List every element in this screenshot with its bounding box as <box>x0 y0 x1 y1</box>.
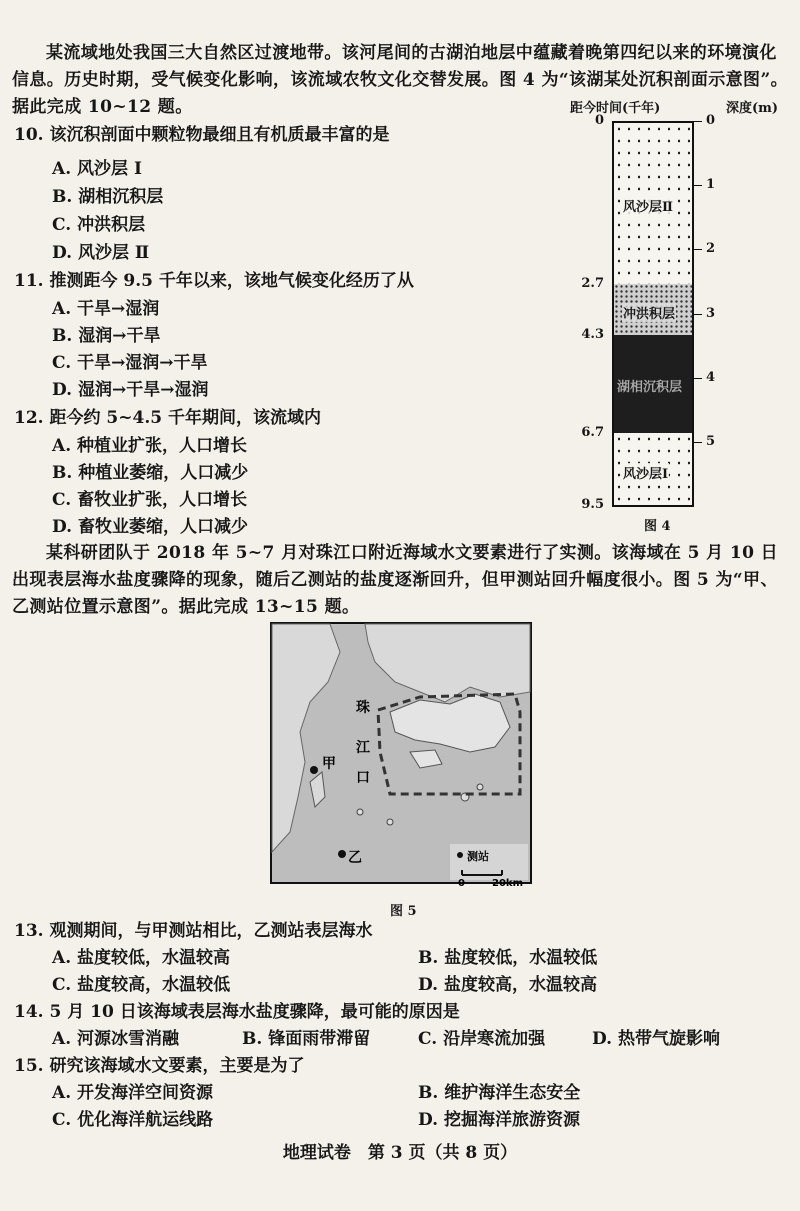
depth-tick <box>694 378 702 379</box>
age-label-2-7: 2.7 <box>581 276 604 291</box>
question-11-option-d: D. 湿润→干旱→湿润 <box>52 380 209 400</box>
age-label-6-7: 6.7 <box>581 425 604 440</box>
question-10-option-d: D. 风沙层 Ⅱ <box>52 243 150 263</box>
question-14-option-c: C. 沿岸寒流加强 <box>418 1029 546 1049</box>
fig4-age-header: 距今时间(千年) <box>570 101 661 116</box>
question-12-option-d: D. 畜牧业萎缩，人口减少 <box>52 517 248 537</box>
small-island <box>357 809 363 815</box>
question-15-option-b: B. 维护海洋生态安全 <box>418 1083 581 1103</box>
depth-label-3: 3 <box>706 306 716 321</box>
question-11-stem: 11. 推测距今 9.5 千年以来，该地气候变化经历了从 <box>14 271 414 291</box>
legend-station-label: 测站 <box>467 850 489 863</box>
question-15-option-c: C. 优化海洋航运线路 <box>52 1110 214 1130</box>
question-14-option-a: A. 河源冰雪消融 <box>52 1029 180 1049</box>
label-aeolian-sand-2: 风沙层Ⅱ <box>622 196 674 215</box>
small-island <box>477 784 483 790</box>
small-island <box>387 819 393 825</box>
question-14-stem: 14. 5 月 10 日该海域表层海水盐度骤降，最可能的原因是 <box>14 1002 460 1022</box>
question-14-option-d: D. 热带气旋影响 <box>592 1029 720 1049</box>
question-13-option-d: D. 盐度较高，水温较高 <box>418 975 597 995</box>
question-14-option-b: B. 锋面雨带滞留 <box>242 1029 371 1049</box>
question-13-stem: 13. 观测期间，与甲测站相比，乙测站表层海水 <box>14 921 373 941</box>
station-a-marker <box>310 766 318 774</box>
age-label-0: 0 <box>594 113 604 128</box>
legend-station-marker <box>457 852 463 858</box>
intro-paragraph-1: 某流域地处我国三大自然区过渡地带。该河尾间的古湖泊地层中蕴藏着晚第四纪以来的环境演化信息。历史时期，受气候变化影响，该流域农牧文化交替发展。图 4 为“该湖某处沉积剖面示意图”。据此完成 10~12 题。 <box>12 43 789 117</box>
map-svg <box>270 622 532 890</box>
river-label-kou: 口 <box>356 770 370 786</box>
depth-label-1: 1 <box>706 177 716 192</box>
river-label-zhu: 珠 <box>356 700 370 716</box>
depth-tick <box>694 121 702 122</box>
label-lacustrine: 湖相沉积层 <box>617 380 683 395</box>
scale-distance-label: 20km <box>492 878 523 889</box>
question-11-option-c: C. 干旱→湿润→干旱 <box>52 353 208 373</box>
question-11-option-a: A. 干旱→湿润 <box>52 299 160 319</box>
depth-label-4: 4 <box>706 370 716 385</box>
label-alluvial: 冲洪积层 <box>622 303 676 322</box>
question-13-option-b: B. 盐度较低，水温较低 <box>418 948 598 968</box>
depth-tick <box>694 249 702 250</box>
figure-4-sediment-profile <box>548 95 798 535</box>
question-13-option-c: C. 盐度较高，水温较低 <box>52 975 231 995</box>
age-label-9-5: 9.5 <box>581 497 604 512</box>
age-label-4-3: 4.3 <box>581 327 604 342</box>
page-footer: 地理试卷 第 3 页（共 8 页） <box>282 1143 518 1163</box>
scale-zero-label: 0 <box>458 878 465 889</box>
depth-tick <box>694 185 702 186</box>
fig4-depth-header: 深度(m) <box>726 101 779 116</box>
station-b-marker <box>338 850 346 858</box>
depth-tick <box>694 442 702 443</box>
river-label-jiang: 江 <box>356 740 370 756</box>
question-10-option-c: C. 冲洪积层 <box>52 215 146 235</box>
depth-label-2: 2 <box>706 241 716 256</box>
figure-5-caption: 图 5 <box>390 904 417 919</box>
question-15-option-a: A. 开发海洋空间资源 <box>52 1083 214 1103</box>
question-13-option-a: A. 盐度较低，水温较高 <box>52 948 231 968</box>
question-15-stem: 15. 研究该海域水文要素，主要是为了 <box>14 1056 305 1076</box>
question-10-option-b: B. 湖相沉积层 <box>52 187 164 207</box>
question-15-option-d: D. 挖掘海洋旅游资源 <box>418 1110 580 1130</box>
question-10-stem: 10. 该沉积剖面中颗粒物最细且有机质最丰富的是 <box>14 125 390 145</box>
depth-label-5: 5 <box>706 434 716 449</box>
figure-4-caption: 图 4 <box>644 519 671 534</box>
figure-5-station-map <box>270 622 532 890</box>
question-12-option-a: A. 种植业扩张，人口增长 <box>52 436 248 456</box>
intro-paragraph-2: 某科研团队于 2018 年 5~7 月对珠江口附近海域水文要素进行了实测。该海域在 5 月 10 日出现表层海水盐度骤降的现象，随后乙测站的盐度逐渐回升，但甲测站回升幅度很小。图 5 为“甲、乙测站位置示意图”。据此完成 13~15 题。 <box>12 543 779 617</box>
depth-label-0: 0 <box>706 113 716 128</box>
depth-tick <box>694 314 702 315</box>
question-12-option-b: B. 种植业萎缩，人口减少 <box>52 463 249 483</box>
question-12-option-c: C. 畜牧业扩张，人口增长 <box>52 490 248 510</box>
station-a-label: 甲 <box>322 756 336 772</box>
label-aeolian-sand-1: 风沙层Ⅰ <box>622 463 669 482</box>
question-12-stem: 12. 距今约 5~4.5 千年期间，该流域内 <box>14 408 321 428</box>
question-10-option-a: A. 风沙层 Ⅰ <box>52 159 142 179</box>
question-11-option-b: B. 湿润→干旱 <box>52 326 161 346</box>
station-b-label: 乙 <box>348 850 362 866</box>
